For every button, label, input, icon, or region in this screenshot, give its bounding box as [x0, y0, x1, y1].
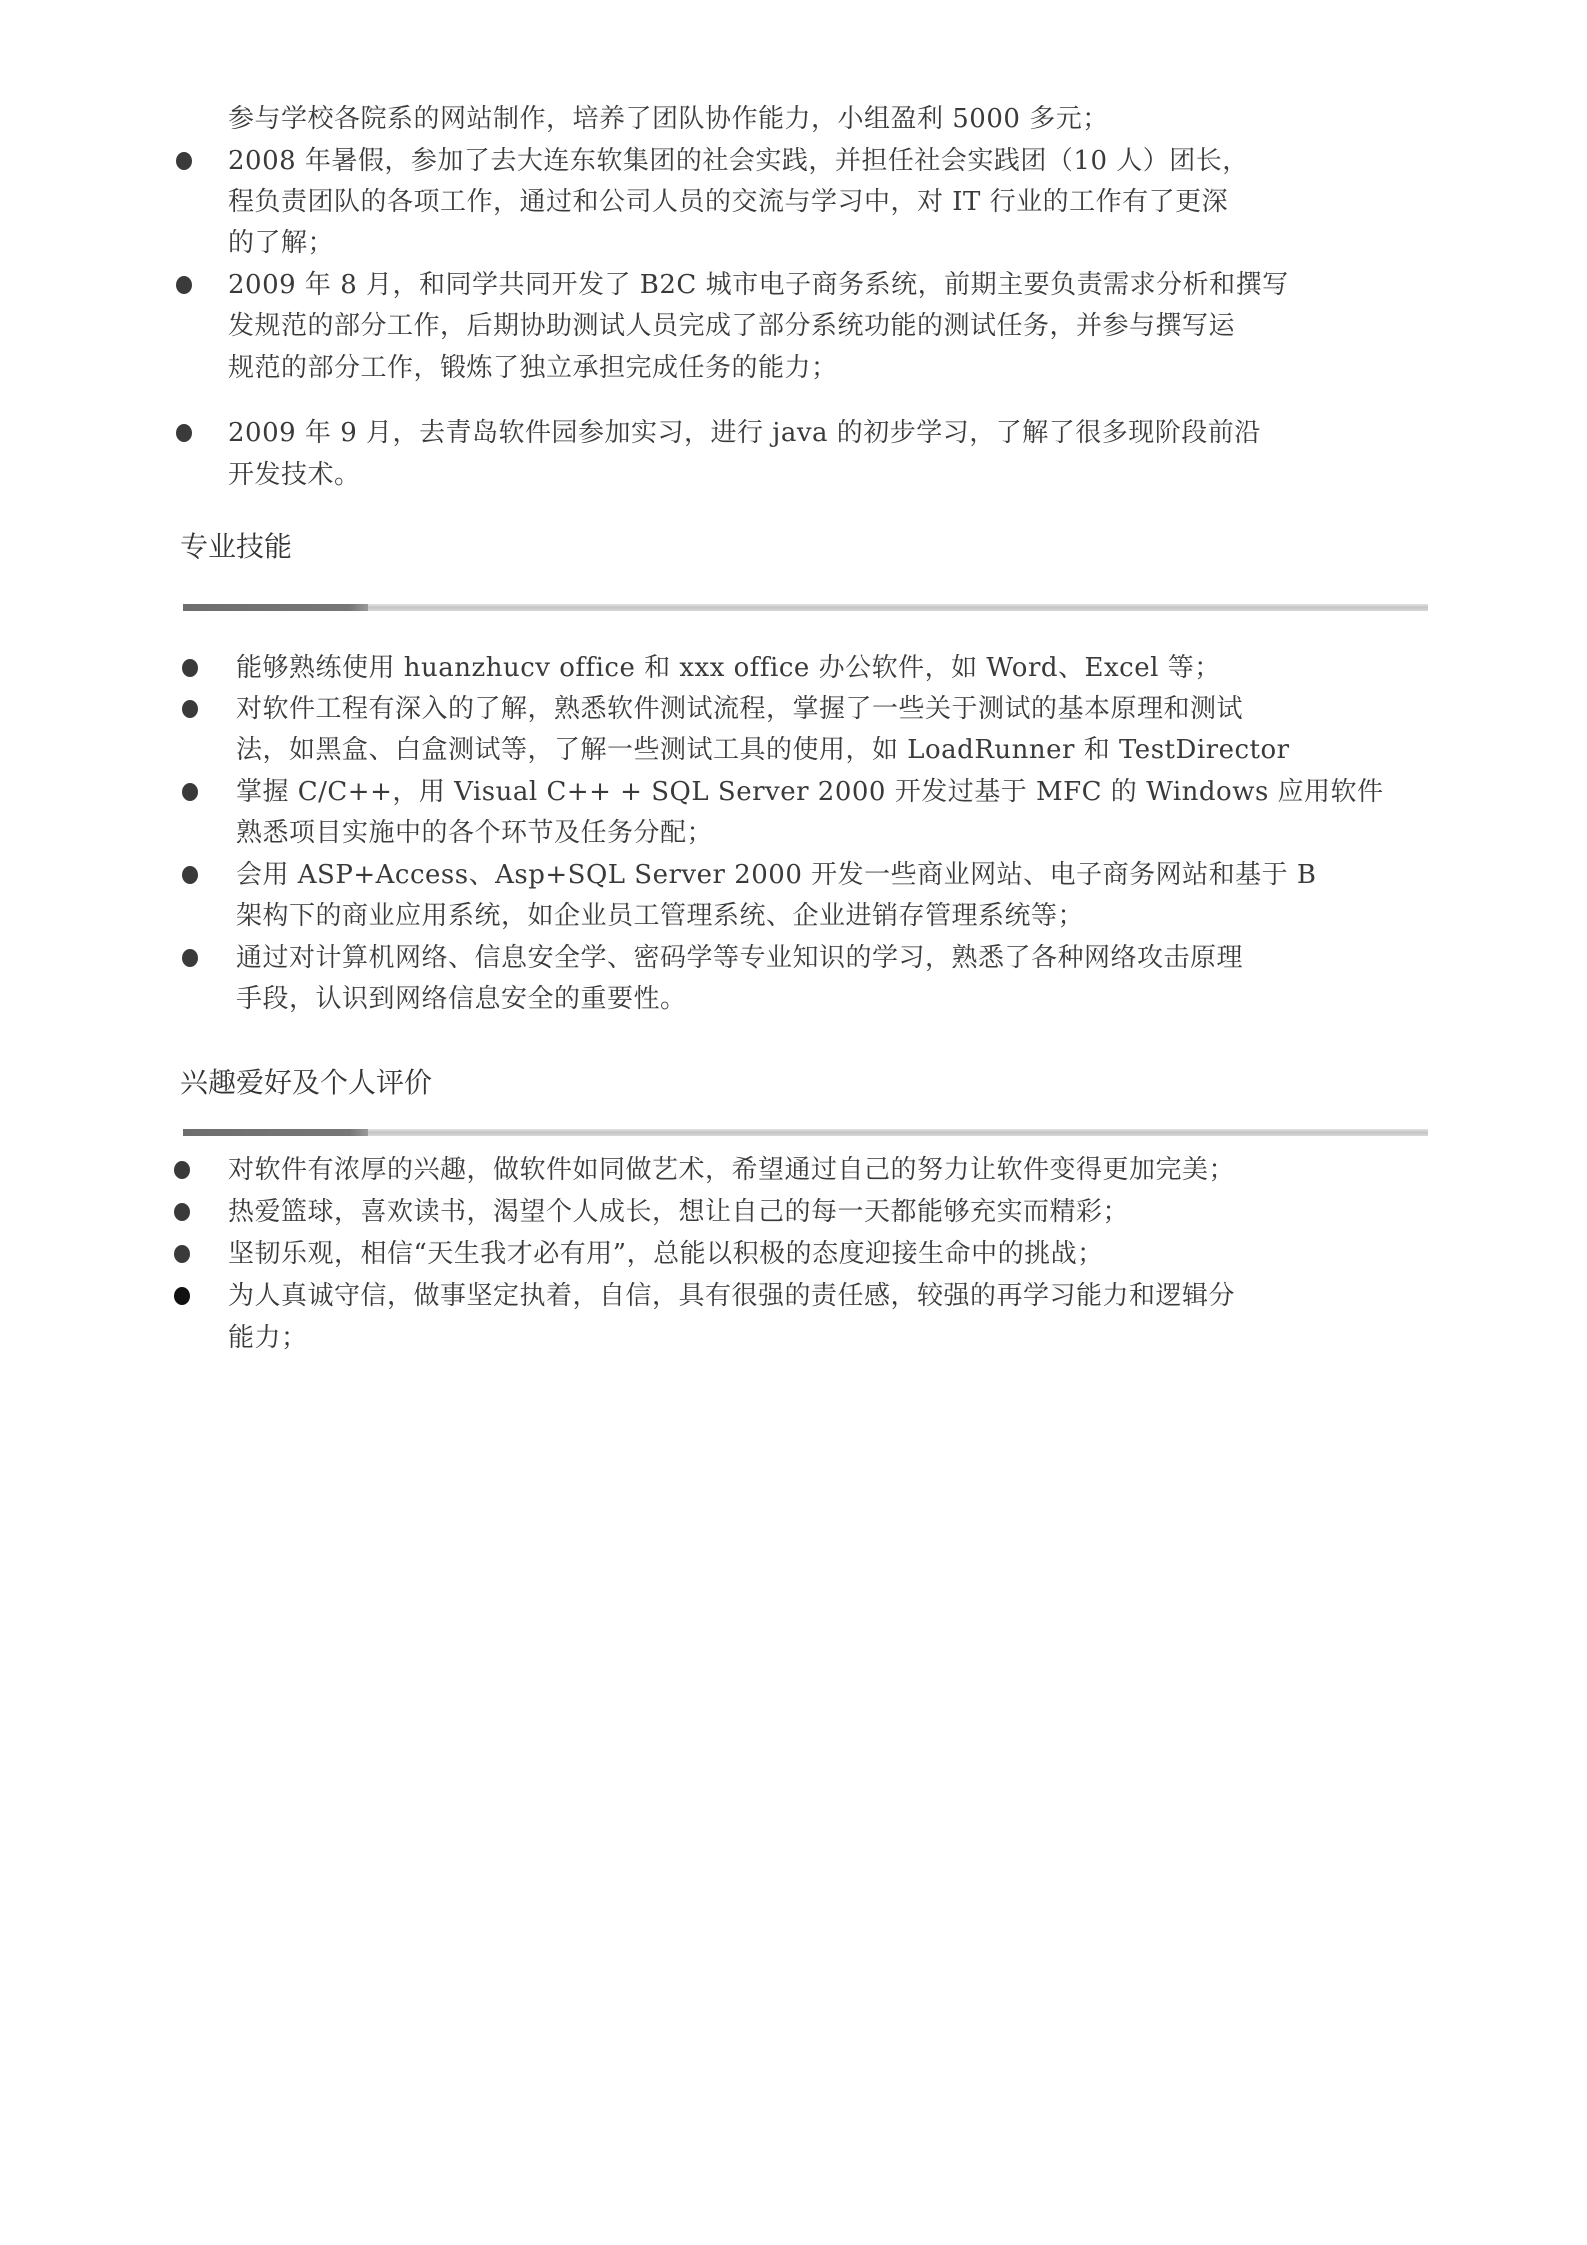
bullet-icon: [176, 152, 192, 170]
bullet-icon: [182, 700, 198, 718]
bullet-icon: [174, 1287, 190, 1305]
skills-item-text: 对软件工程有深入的了解，熟悉软件测试流程，掌握了一些关于测试的基本原理和测试: [236, 694, 1244, 724]
experience-item-text: 2009 年 8 月，和同学共同开发了 B2C 城市电子商务系统，前期主要负责需求分析和撰写: [228, 270, 1289, 300]
bullet-icon: [182, 866, 198, 884]
skills-item-text: 熟悉项目实施中的各个环节及任务分配；: [236, 818, 714, 848]
bullet-icon: [174, 1161, 190, 1179]
skills-item-text: 法，如黑盒、白盒测试等，了解一些测试工具的使用，如 LoadRunner 和 TestDirector: [236, 735, 1290, 765]
experience-item-text: 程负责团队的各项工作，通过和公司人员的交流与学习中，对 IT 行业的工作有了更深: [228, 187, 1229, 217]
bullet-icon: [174, 1245, 190, 1263]
interests-item-text: 为人真诚守信，做事坚定执着，自信，具有很强的责任感，较强的再学习能力和逻辑分: [228, 1281, 1236, 1311]
experience-item-text: 2009 年 9 月，去青岛软件园参加实习，进行 java 的初步学习，了解了很多现阶段前沿: [228, 418, 1261, 448]
experience-item-text: 规范的部分工作，锻炼了独立承担完成任务的能力；: [228, 353, 838, 383]
skills-item-text: 架构下的商业应用系统，如企业员工管理系统、企业进销存管理系统等；: [236, 901, 1085, 931]
experience-continuation-text: 参与学校各院系的网站制作，培养了团队协作能力，小组盈利 5000 多元；: [228, 104, 1109, 134]
experience-item-text: 的了解；: [228, 228, 335, 258]
skills-item-text: 手段，认识到网络信息安全的重要性。: [236, 984, 687, 1014]
bullet-icon: [182, 783, 198, 801]
bullet-icon: [182, 949, 198, 967]
interests-item-text: 对软件有浓厚的兴趣，做软件如同做艺术，希望通过自己的努力让软件变得更加完美；: [228, 1155, 1236, 1185]
bullet-icon: [174, 1203, 190, 1221]
section-divider: [183, 604, 1428, 611]
section-divider: [183, 1129, 1428, 1136]
section-divider-accent: [183, 1129, 368, 1136]
experience-item-text: 发规范的部分工作，后期协助测试人员完成了部分系统功能的测试任务，并参与撰写运: [228, 311, 1236, 341]
section-title-skills: 专业技能: [180, 530, 293, 563]
skills-item-text: 掌握 C/C++，用 Visual C++ + SQL Server 2000 开发过基于 MFC 的 Windows 应用软件: [236, 777, 1384, 807]
skills-item-text: 通过对计算机网络、信息安全学、密码学等专业知识的学习，熟悉了各种网络攻击原理: [236, 943, 1244, 973]
section-title-interests: 兴趣爱好及个人评价: [180, 1066, 433, 1099]
interests-item-text: 热爱篮球，喜欢读书，渴望个人成长，想让自己的每一天都能够充实而精彩；: [228, 1197, 1130, 1227]
experience-item-text: 2008 年暑假，参加了去大连东软集团的社会实践，并担任社会实践团（10 人）团长，: [228, 146, 1249, 176]
experience-item-text: 开发技术。: [228, 460, 361, 490]
section-divider-accent: [183, 604, 368, 611]
bullet-icon: [182, 659, 198, 677]
skills-item-text: 能够熟练使用 huanzhucv office 和 xxx office 办公软件，如 Word、Excel 等；: [236, 653, 1221, 683]
skills-item-text: 会用 ASP+Access、Asp+SQL Server 2000 开发一些商业网站、电子商务网站和基于 B: [236, 860, 1317, 890]
bullet-icon: [176, 276, 192, 294]
bullet-icon: [176, 424, 192, 442]
interests-item-text: 坚韧乐观，相信“天生我才必有用”，总能以积极的态度迎接生命中的挑战；: [228, 1239, 1104, 1269]
interests-item-text: 能力；: [228, 1323, 308, 1353]
